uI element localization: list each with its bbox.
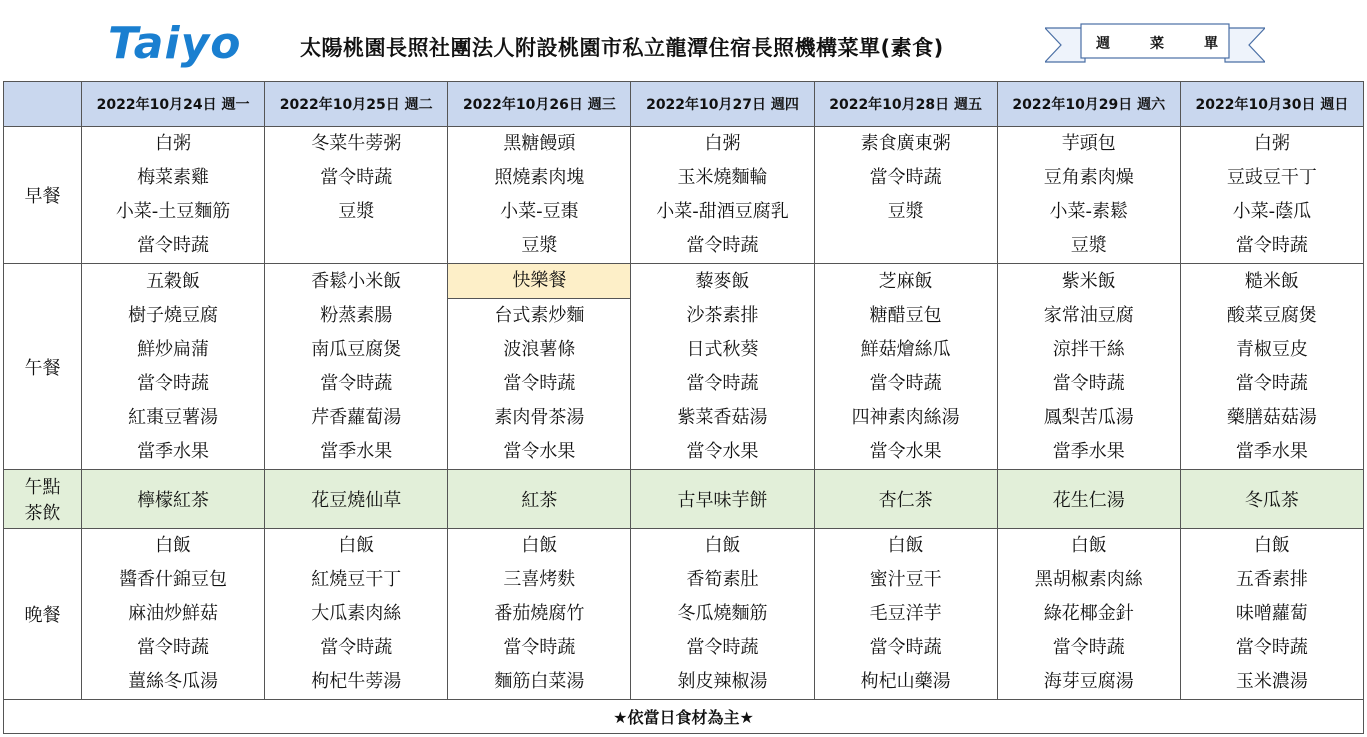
tea-cell-sun: 冬瓜茶	[1180, 470, 1363, 529]
menu-item: 樹子燒豆腐	[128, 304, 219, 326]
menu-item: 梅菜素雞	[137, 167, 210, 188]
menu-item: 當令時蔬	[1235, 235, 1308, 256]
breakfast-cell-fri	[814, 127, 997, 264]
menu-item: 台式素炒麵	[494, 305, 585, 326]
menu-item: 當令時蔬	[869, 372, 942, 394]
lunch-cell-tue	[265, 264, 448, 470]
menu-item: 當令時蔬	[1052, 372, 1125, 394]
tea-cell-wed: 紅茶	[448, 470, 631, 529]
menu-item: 冬瓜燒麵筋	[677, 603, 768, 624]
menu-item: 小菜-土豆麵筋	[115, 201, 231, 222]
menu-item: 五香素排	[1235, 569, 1308, 590]
menu-item: 當令時蔬	[686, 235, 759, 256]
menu-item: 當季水果	[1052, 440, 1125, 462]
menu-item: 香筍素肚	[686, 569, 759, 590]
menu-item: 薑絲冬瓜湯	[128, 671, 219, 692]
breakfast-row	[4, 127, 1364, 264]
meal-label-dinner: 晚餐	[4, 529, 82, 700]
breakfast-cell-sun	[1180, 127, 1363, 264]
dinner-cell-fri	[814, 529, 997, 700]
menu-item: 當令時蔬	[869, 637, 942, 658]
date-header-row	[4, 82, 1364, 127]
menu-item: 白粥	[155, 133, 192, 154]
breakfast-cell-tue	[265, 127, 448, 264]
menu-item: 小菜-豆棗	[500, 201, 579, 222]
menu-item: 涼拌干絲	[1052, 338, 1125, 360]
ribbon-char: 菜	[1150, 36, 1164, 52]
menu-item: 海芽豆腐湯	[1043, 671, 1134, 692]
menu-item: 玉米燒麵輪	[677, 167, 768, 188]
menu-item: 粉蒸素腸	[320, 304, 393, 326]
menu-item: 番茄燒腐竹	[494, 603, 585, 624]
menu-item: 剝皮辣椒湯	[677, 671, 768, 692]
menu-item: 毛豆洋芋	[869, 603, 942, 624]
menu-item: 白飯	[704, 535, 741, 556]
menu-item: 豆漿	[1070, 235, 1107, 256]
menu-item: 家常油豆腐	[1043, 304, 1134, 326]
dinner-row	[4, 529, 1364, 700]
menu-item: 當令時蔬	[686, 637, 759, 658]
page-header	[0, 0, 1367, 80]
menu-item: 紅棗豆薯湯	[128, 406, 219, 428]
menu-item: 當季水果	[137, 440, 210, 462]
menu-item: 豆豉豆干丁	[1226, 167, 1317, 188]
menu-item: 豆角素肉燥	[1043, 167, 1134, 188]
dinner-cell-wed	[448, 529, 631, 700]
menu-item: 酸菜豆腐煲	[1226, 304, 1317, 326]
tea-cell-fri: 杏仁茶	[814, 470, 997, 529]
tea-cell-tue: 花豆燒仙草	[265, 470, 448, 529]
menu-item: 當季水果	[1235, 440, 1308, 462]
breakfast-cell-wed	[448, 127, 631, 264]
dinner-cell-tue	[265, 529, 448, 700]
menu-item: 冬菜牛蒡粥	[311, 133, 402, 154]
meal-label-tea	[4, 470, 82, 529]
menu-item: 白飯	[338, 535, 375, 556]
lunch-cell-sun	[1180, 264, 1363, 470]
menu-item: 糙米飯	[1244, 270, 1299, 292]
menu-item: 當令時蔬	[503, 373, 576, 394]
footer-note: ★依當日食材為主★	[4, 700, 1364, 734]
page-title: 太陽桃園長照社團法人附設桃園市私立龍潭住宿長照機構菜單(素食)	[300, 36, 944, 60]
menu-item: 當令時蔬	[137, 637, 210, 658]
menu-item: 青椒豆皮	[1235, 338, 1308, 360]
menu-table	[3, 81, 1364, 734]
menu-item: 醬香什錦豆包	[119, 569, 228, 590]
footer-row	[4, 700, 1364, 734]
breakfast-cell-mon	[82, 127, 265, 264]
weekly-menu-label	[1082, 28, 1232, 58]
menu-item: 黑糖饅頭	[503, 133, 576, 154]
menu-item: 鳳梨苦瓜湯	[1043, 406, 1134, 428]
date-header: 2022年10月29日 週六	[997, 82, 1180, 127]
menu-item: 蜜汁豆干	[869, 569, 942, 590]
lunch-cell-fri	[814, 264, 997, 470]
menu-item: 當令時蔬	[1235, 372, 1308, 394]
menu-item: 味噌蘿蔔	[1235, 603, 1308, 624]
date-header: 2022年10月30日 週日	[1180, 82, 1363, 127]
menu-item: 芹香蘿蔔湯	[311, 406, 402, 428]
menu-item: 糖醋豆包	[869, 304, 942, 326]
menu-item: 當令時蔬	[320, 637, 393, 658]
meal-label-line: 午點	[24, 477, 61, 498]
menu-item: 小菜-甜酒豆腐乳	[656, 201, 789, 222]
date-header: 2022年10月27日 週四	[631, 82, 814, 127]
menu-item: 當令時蔬	[137, 235, 210, 256]
menu-item: 白飯	[155, 535, 192, 556]
menu-item: 當令時蔬	[320, 167, 393, 188]
menu-item: 藥膳菇菇湯	[1226, 406, 1317, 428]
menu-item: 枸杞山藥湯	[860, 671, 951, 692]
menu-item: 當令時蔬	[869, 167, 942, 188]
menu-item: 當令時蔬	[137, 372, 210, 394]
ribbon-char: 單	[1204, 36, 1218, 52]
menu-item: 鮮菇燴絲瓜	[860, 338, 951, 360]
breakfast-cell-thu	[631, 127, 814, 264]
breakfast-cell-sat	[997, 127, 1180, 264]
menu-item	[815, 229, 997, 263]
menu-item: 當季水果	[320, 440, 393, 462]
date-header: 2022年10月24日 週一	[82, 82, 265, 127]
menu-item: 素肉骨茶湯	[494, 407, 585, 428]
menu-item: 照燒素肉塊	[494, 167, 585, 188]
menu-item: 麻油炒鮮菇	[128, 603, 219, 624]
menu-item: 三喜烤麩	[503, 569, 576, 590]
menu-item: 白飯	[887, 535, 924, 556]
menu-item: 日式秋葵	[686, 338, 759, 360]
date-header: 2022年10月28日 週五	[814, 82, 997, 127]
menu-item: 當令時蔬	[503, 637, 576, 658]
menu-item: 黑胡椒素肉絲	[1034, 569, 1143, 590]
menu-item: 當令時蔬	[1052, 637, 1125, 658]
menu-item: 當令時蔬	[320, 372, 393, 394]
menu-item: 芝麻飯	[878, 270, 933, 292]
menu-item: 豆漿	[521, 235, 558, 256]
menu-item: 素食廣東粥	[860, 133, 951, 154]
menu-item	[265, 229, 447, 263]
menu-item: 當令時蔬	[686, 372, 759, 394]
menu-item: 豆漿	[338, 201, 375, 222]
tea-cell-sat: 花生仁湯	[997, 470, 1180, 529]
menu-item: 紫米飯	[1061, 270, 1116, 292]
menu-item: 麵筋白菜湯	[494, 671, 585, 692]
menu-item: 白飯	[1253, 535, 1290, 556]
menu-item: 小菜-素鬆	[1049, 201, 1129, 222]
menu-item: 芋頭包	[1061, 133, 1116, 154]
menu-item: 當令水果	[869, 440, 942, 462]
lunch-cell-mon	[82, 264, 265, 470]
menu-item: 玉米濃湯	[1235, 671, 1308, 692]
menu-item: 香鬆小米飯	[311, 270, 402, 292]
menu-item: 波浪薯條	[503, 339, 576, 360]
meal-label-breakfast: 早餐	[4, 127, 82, 264]
tea-row	[4, 470, 1364, 529]
menu-item: 藜麥飯	[695, 270, 750, 292]
ribbon-char: 週	[1096, 36, 1110, 52]
lunch-cell-sat	[997, 264, 1180, 470]
menu-item: 當令時蔬	[1235, 637, 1308, 658]
menu-item: 紅燒豆干丁	[311, 569, 402, 590]
menu-item: 大瓜素肉絲	[311, 603, 402, 624]
menu-item: 南瓜豆腐煲	[311, 338, 402, 360]
date-header: 2022年10月25日 週二	[265, 82, 448, 127]
date-header: 2022年10月26日 週三	[448, 82, 631, 127]
lunch-row	[4, 264, 1364, 470]
corner-cell	[4, 82, 82, 127]
menu-item: 白粥	[704, 133, 741, 154]
tea-cell-thu: 古早味芋餅	[631, 470, 814, 529]
menu-item: 白飯	[521, 535, 558, 556]
meal-label-line: 茶飲	[24, 503, 61, 524]
menu-item: 沙茶素排	[686, 304, 759, 326]
lunch-cell-thu	[631, 264, 814, 470]
menu-item: 四神素肉絲湯	[851, 406, 960, 428]
dinner-cell-thu	[631, 529, 814, 700]
highlighted-menu-item: 快樂餐	[448, 264, 630, 299]
dinner-cell-mon	[82, 529, 265, 700]
menu-item: 枸杞牛蒡湯	[311, 671, 402, 692]
meal-label-lunch: 午餐	[4, 264, 82, 470]
menu-item: 紫菜香菇湯	[677, 406, 768, 428]
dinner-cell-sat	[997, 529, 1180, 700]
menu-item: 小菜-蔭瓜	[1232, 201, 1312, 222]
menu-item: 豆漿	[887, 201, 924, 222]
menu-item: 綠花椰金針	[1043, 603, 1134, 624]
menu-item: 白粥	[1253, 133, 1290, 154]
dinner-cell-sun	[1180, 529, 1363, 700]
taiyo-logo: Taiyo	[108, 18, 242, 69]
menu-item: 當令水果	[503, 441, 576, 462]
menu-item: 鮮炒扁蒲	[137, 338, 210, 360]
lunch-cell-wed	[448, 264, 631, 470]
tea-cell-mon: 檸檬紅茶	[82, 470, 265, 529]
menu-item: 五穀飯	[146, 270, 201, 292]
menu-item: 當令水果	[686, 440, 759, 462]
menu-item: 白飯	[1070, 535, 1107, 556]
